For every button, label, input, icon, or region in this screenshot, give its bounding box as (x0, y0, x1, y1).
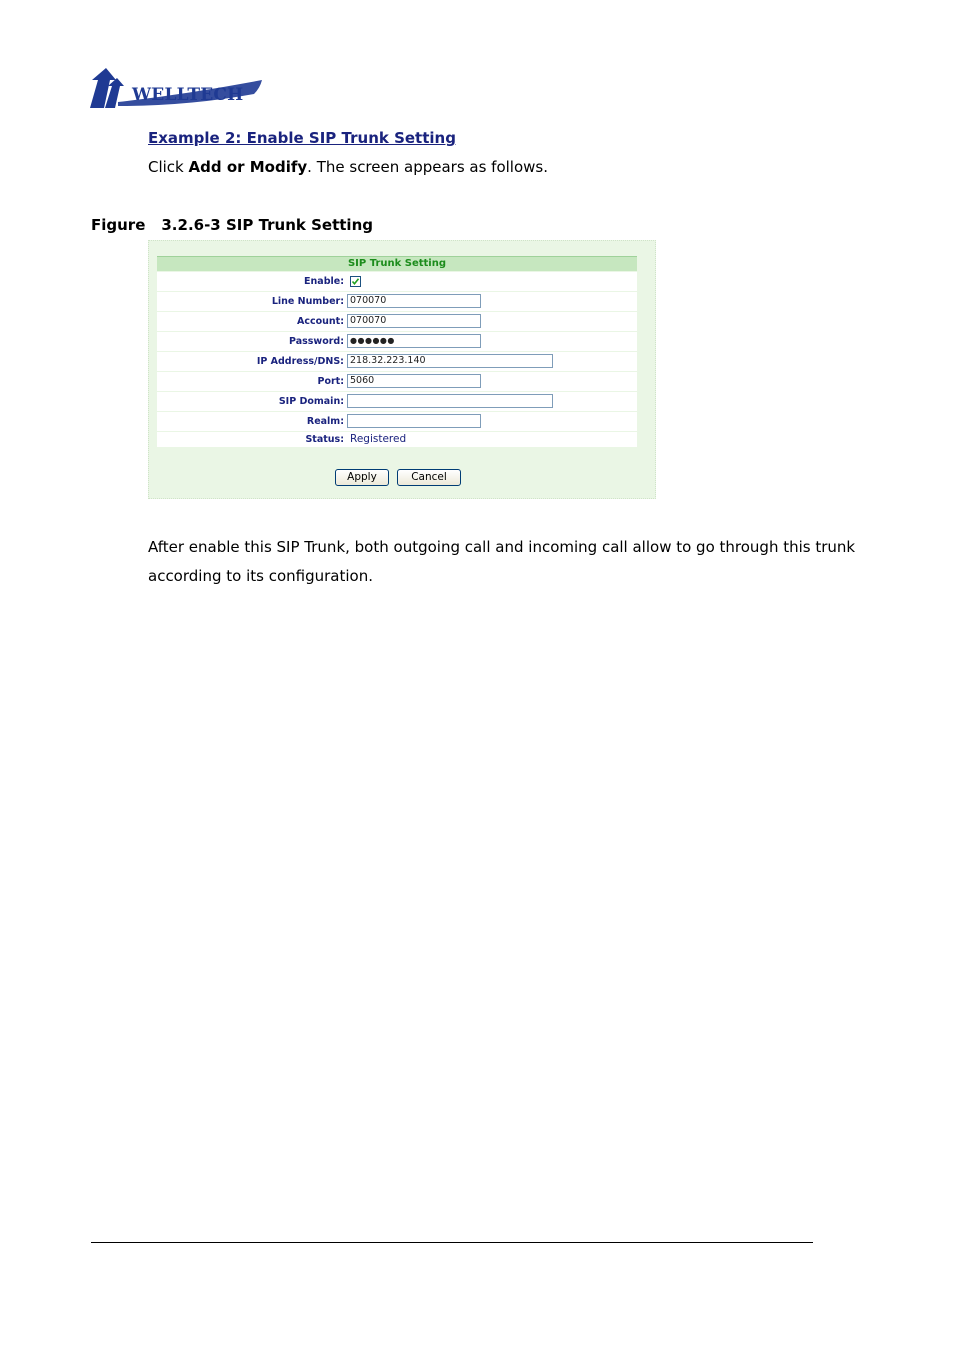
ip-address-label: IP Address/DNS: (256, 356, 344, 367)
figure-label: Figure (91, 216, 146, 234)
intro-paragraph (148, 158, 548, 176)
password-label: Password: (288, 336, 344, 347)
row-ip-address (157, 352, 637, 371)
line-number-label: Line Number: (271, 296, 344, 307)
row-port (157, 372, 637, 391)
sip-domain-label: SIP Domain: (278, 396, 344, 407)
password-input[interactable]: ●●●●●● (347, 334, 481, 348)
account-label: Account: (296, 316, 344, 327)
row-password (157, 332, 637, 351)
enable-label: Enable: (304, 276, 344, 287)
port-input[interactable]: 5060 (347, 374, 481, 388)
account-input[interactable]: 070070 (347, 314, 481, 328)
sip-trunk-panel (148, 240, 656, 499)
intro-prefix: Click (148, 158, 189, 176)
sip-trunk-form (157, 256, 637, 447)
cancel-button[interactable]: Cancel (397, 469, 461, 486)
logo-text: WELLTECH (132, 85, 244, 105)
body-paragraph: After enable this SIP Trunk, both outgoing call and incoming call allow to go through this trunk according to its configuration. (148, 538, 856, 585)
port-label: Port: (317, 376, 344, 387)
welltech-logo (88, 66, 266, 110)
form-title: SIP Trunk Setting (157, 256, 637, 271)
line-number-input[interactable]: 070070 (347, 294, 481, 308)
section-heading[interactable]: Example 2: Enable SIP Trunk Setting (148, 129, 456, 147)
apply-button[interactable]: Apply (335, 469, 389, 486)
intro-bold: Add or Modify (188, 158, 308, 176)
intro-suffix: . The screen appears as follows. (307, 158, 549, 176)
ip-address-input[interactable]: 218.32.223.140 (347, 354, 553, 368)
status-value: Registered (350, 433, 407, 445)
footer-rule (91, 1242, 813, 1243)
row-line-number (157, 292, 637, 311)
figure-number: 3.2.6-3 SIP Trunk Setting (161, 216, 373, 234)
row-realm (157, 412, 637, 431)
realm-label: Realm: (306, 416, 344, 427)
status-label: Status: (305, 434, 344, 445)
row-enable (157, 272, 637, 291)
row-status (157, 432, 637, 447)
checkmark-icon (351, 277, 360, 286)
row-account (157, 312, 637, 331)
row-sip-domain (157, 392, 637, 411)
sip-domain-input[interactable] (347, 394, 553, 408)
figure-caption (91, 216, 373, 234)
realm-input[interactable] (347, 414, 481, 428)
enable-checkbox[interactable] (350, 276, 361, 287)
